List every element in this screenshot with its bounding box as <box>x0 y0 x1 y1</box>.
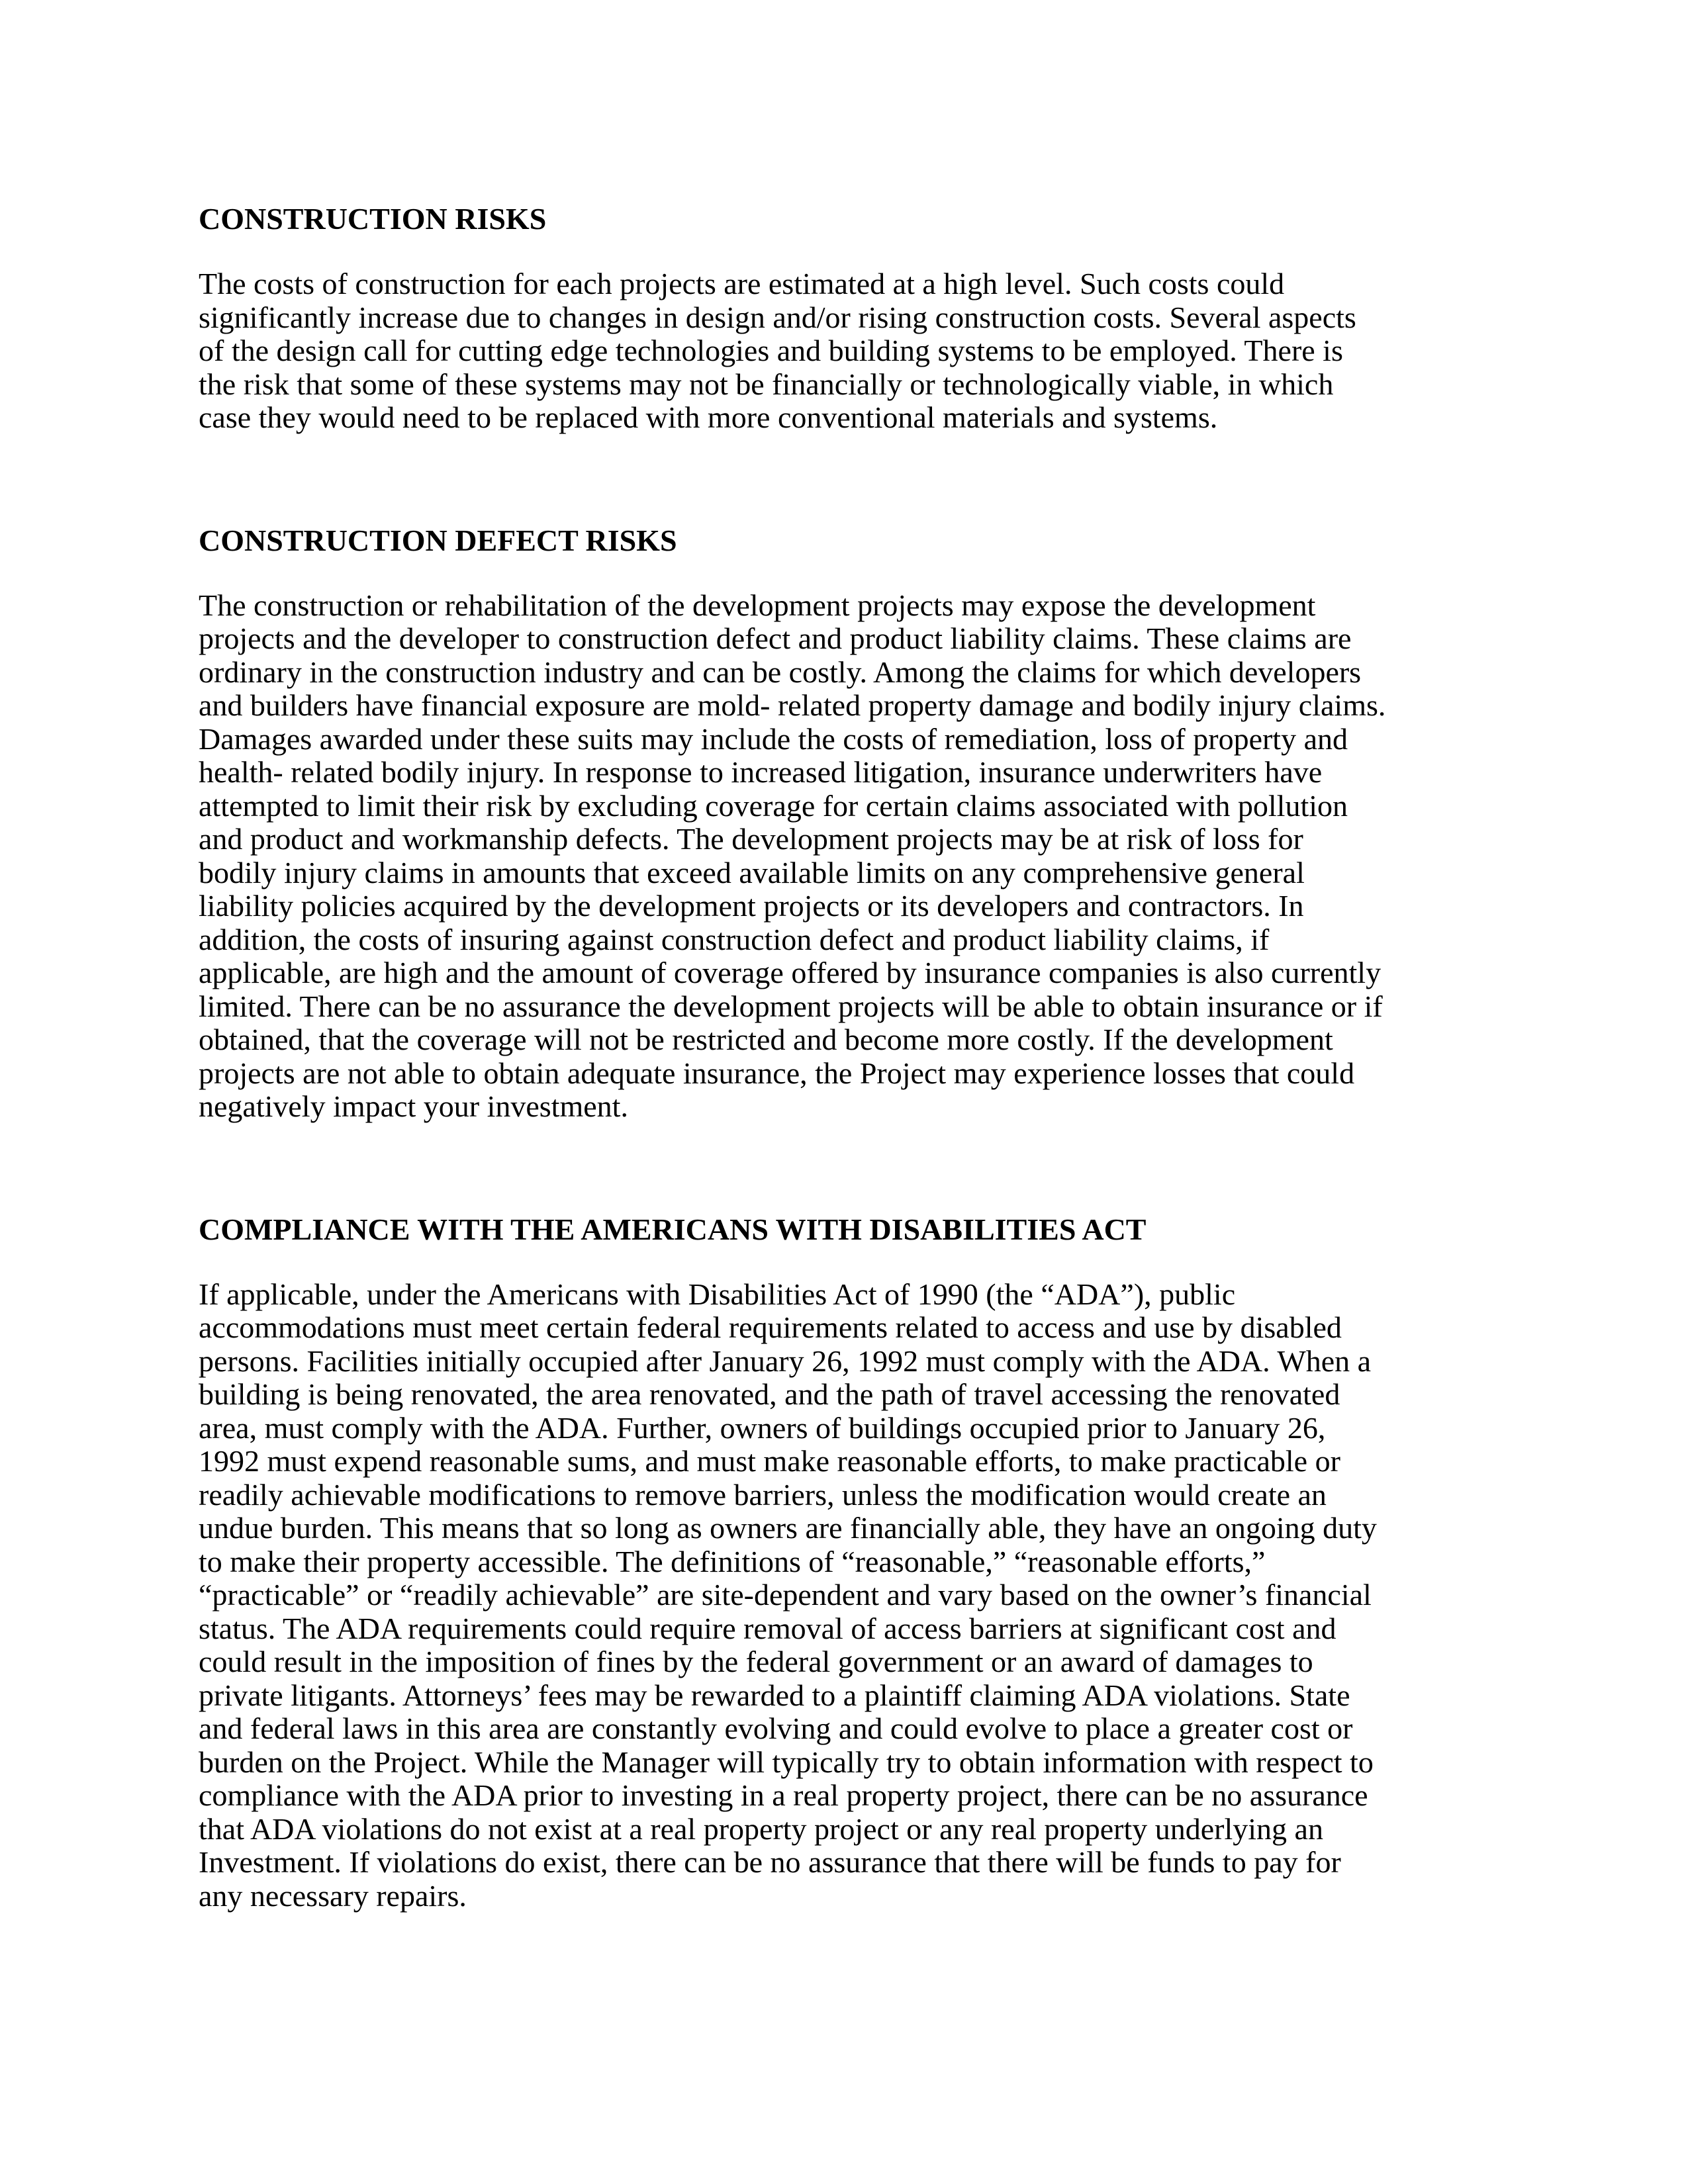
paragraph-line: that ADA violations do not exist at a real property project or any real property underlying an <box>199 1811 1323 1846</box>
section-heading-ada-compliance: COMPLIANCE WITH THE AMERICANS WITH DISABILITIES ACT <box>199 1212 1147 1246</box>
document-page <box>199 201 1489 1913</box>
paragraph-line: the risk that some of these systems may not be financially or technologically viable, in which <box>199 367 1334 401</box>
paragraph-line: liability policies acquired by the development projects or its developers and contractors. In <box>199 889 1304 923</box>
paragraph-line: projects and the developer to construction defect and product liability claims. These claims are <box>199 621 1352 655</box>
paragraph-line: 1992 must expend reasonable sums, and must make reasonable efforts, to make practicable or <box>199 1444 1340 1478</box>
section-body-ada-compliance <box>199 1278 1489 1913</box>
paragraph-line: significantly increase due to changes in design and/or rising construction costs. Several aspects <box>199 300 1356 334</box>
paragraph-line: to make their property accessible. The definitions of “reasonable,” “reasonable efforts,” <box>199 1544 1266 1578</box>
paragraph-line: and federal laws in this area are constantly evolving and could evolve to place a greater cost or <box>199 1711 1353 1745</box>
paragraph-line: private litigants. Attorneys’ fees may be rewarded to a plaintiff claiming ADA violations. State <box>199 1678 1350 1712</box>
paragraph-line: addition, the costs of insuring against construction defect and product liability claims, if <box>199 922 1270 956</box>
paragraph-line: obtained, that the coverage will not be restricted and become more costly. If the development <box>199 1023 1333 1056</box>
paragraph-line: and builders have financial exposure are mold- related property damage and bodily injury claims. <box>199 688 1386 722</box>
paragraph-line: negatively impact your investment. <box>199 1089 628 1123</box>
paragraph-line: limited. There can be no assurance the development projects will be able to obtain insurance or if <box>199 989 1383 1023</box>
paragraph-line: applicable, are high and the amount of coverage offered by insurance companies is also currently <box>199 956 1382 989</box>
paragraph-line: burden on the Project. While the Manager will typically try to obtain information with respect to <box>199 1745 1374 1779</box>
paragraph-line: The costs of construction for each projects are estimated at a high level. Such costs could <box>199 267 1285 300</box>
paragraph-line: bodily injury claims in amounts that exceed available limits on any comprehensive general <box>199 855 1305 889</box>
section-body-construction-risks <box>199 267 1489 435</box>
paragraph-line: Damages awarded under these suits may include the costs of remediation, loss of property and <box>199 721 1348 756</box>
paragraph-line: readily achievable modifications to remove barriers, unless the modification would create an <box>199 1477 1327 1512</box>
paragraph-line: any necessary repairs. <box>199 1878 467 1913</box>
paragraph-line: Investment. If violations do exist, there can be no assurance that there will be funds to pay for <box>199 1845 1341 1879</box>
paragraph-line: building is being renovated, the area renovated, and the path of travel accessing the renovated <box>199 1377 1340 1411</box>
section-heading-construction-defect-risks: CONSTRUCTION DEFECT RISKS <box>199 523 677 557</box>
paragraph-line: projects are not able to obtain adequate insurance, the Project may experience losses that could <box>199 1056 1355 1090</box>
paragraph-line: health- related bodily injury. In response to increased litigation, insurance underwriters have <box>199 755 1323 789</box>
paragraph-line: area, must comply with the ADA. Further, owners of buildings occupied prior to January 26, <box>199 1410 1326 1445</box>
paragraph-line: could result in the imposition of fines by the federal government or an award of damages to <box>199 1645 1313 1678</box>
paragraph-line: “practicable” or “readily achievable” are site-dependent and vary based on the owner’s financial <box>199 1578 1372 1612</box>
section-heading-construction-risks: CONSTRUCTION RISKS <box>199 202 547 236</box>
paragraph-line: accommodations must meet certain federal requirements related to access and use by disabled <box>199 1310 1342 1344</box>
paragraph-line: The construction or rehabilitation of the development projects may expose the development <box>199 588 1316 622</box>
paragraph-line: If applicable, under the Americans with Disabilities Act of 1990 (the “ADA”), public <box>199 1277 1236 1311</box>
paragraph-line: compliance with the ADA prior to investing in a real property project, there can be no assurance <box>199 1778 1368 1812</box>
paragraph-line: ordinary in the construction industry and can be costly. Among the claims for which developers <box>199 655 1362 689</box>
paragraph-line: status. The ADA requirements could require removal of access barriers at significant cost and <box>199 1611 1336 1645</box>
paragraph-line: case they would need to be replaced with more conventional materials and systems. <box>199 400 1218 434</box>
paragraph-line: and product and workmanship defects. The development projects may be at risk of loss for <box>199 822 1303 856</box>
paragraph-line: of the design call for cutting edge technologies and building systems to be employed. There is <box>199 334 1343 367</box>
paragraph-line: attempted to limit their risk by excluding coverage for certain claims associated with pollution <box>199 788 1348 823</box>
paragraph-line: undue burden. This means that so long as owners are financially able, they have an ongoing duty <box>199 1511 1377 1545</box>
paragraph-line: persons. Facilities initially occupied after January 26, 1992 must comply with the ADA. When a <box>199 1343 1372 1378</box>
section-body-construction-defect-risks <box>199 589 1489 1124</box>
